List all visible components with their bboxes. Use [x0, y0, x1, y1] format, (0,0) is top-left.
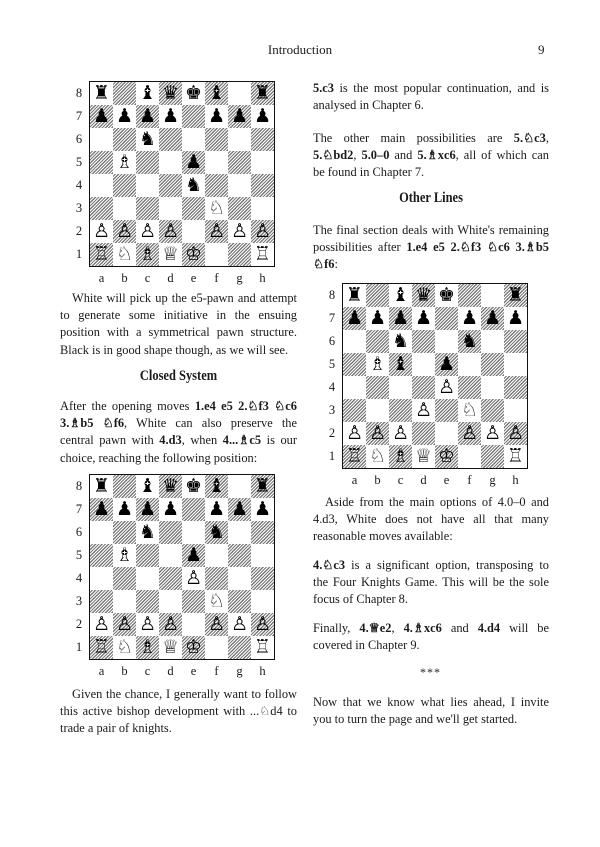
move: 4.♘c3: [313, 558, 346, 572]
black-rook-icon: ♜: [253, 82, 272, 104]
file-label: e: [190, 664, 197, 678]
white-king-icon: ♔: [437, 445, 456, 467]
file-label: g: [236, 664, 243, 678]
move: 4...♗c5: [222, 433, 262, 448]
rank-label: 1: [75, 247, 83, 261]
rank-label: 6: [75, 525, 83, 539]
file-label: f: [214, 271, 219, 285]
rank-label: 5: [328, 357, 336, 371]
heading-other-lines: Other Lines: [399, 190, 463, 206]
white-pawn-icon: ♙: [230, 220, 249, 242]
white-bishop-icon: ♗: [115, 151, 134, 173]
white-pawn-icon: ♙: [92, 613, 111, 635]
white-pawn-icon: ♙: [207, 220, 226, 242]
white-pawn-icon: ♙: [460, 422, 479, 444]
rank-label: 5: [75, 548, 83, 562]
white-rook-icon: ♖: [253, 636, 272, 658]
black-bishop-icon: ♝: [138, 475, 157, 497]
white-pawn-icon: ♙: [506, 422, 525, 444]
move: 5.♗xc6: [417, 148, 456, 163]
white-queen-icon: ♕: [414, 445, 433, 467]
black-pawn-icon: ♟: [138, 105, 157, 127]
rank-label: 6: [75, 132, 83, 146]
black-pawn-icon: ♟: [437, 353, 456, 375]
rank-label: 1: [75, 640, 83, 654]
white-pawn-icon: ♙: [115, 613, 134, 635]
black-knight-icon: ♞: [391, 330, 410, 352]
white-pawn-icon: ♙: [414, 399, 433, 421]
white-bishop-icon: ♗: [138, 636, 157, 658]
black-pawn-icon: ♟: [345, 307, 364, 329]
black-rook-icon: ♜: [506, 284, 525, 306]
file-label: a: [351, 473, 358, 487]
white-pawn-icon: ♙: [92, 220, 111, 242]
black-rook-icon: ♜: [345, 284, 364, 306]
rank-label: 2: [328, 426, 336, 440]
file-label: c: [144, 271, 151, 285]
white-knight-icon: ♘: [115, 243, 134, 265]
black-queen-icon: ♛: [161, 82, 180, 104]
white-knight-icon: ♘: [368, 445, 387, 467]
rank-label: 4: [75, 178, 83, 192]
rank-label: 6: [328, 334, 336, 348]
text: ,: [353, 148, 362, 163]
black-knight-icon: ♞: [138, 128, 157, 150]
black-pawn-icon: ♟: [483, 307, 502, 329]
rank-label: 2: [75, 224, 83, 238]
section-separator: ***: [420, 665, 441, 679]
text: , when: [181, 433, 223, 448]
rank-label: 3: [75, 201, 83, 215]
right-paragraph-5: [313, 557, 549, 609]
black-pawn-icon: ♟: [161, 498, 180, 520]
text: After the opening moves: [60, 399, 195, 413]
text: is the most popular continuation, and is analysed in Chapter 6.: [313, 81, 549, 113]
white-king-icon: ♔: [184, 636, 203, 658]
text: , White can also preserve the central pawn with: [60, 416, 297, 448]
right-paragraph-3: [313, 222, 549, 274]
move: 4.♗xc6: [403, 621, 442, 635]
right-paragraph-7: [313, 694, 549, 728]
text: and: [389, 148, 418, 163]
white-pawn-icon: ♙: [253, 613, 272, 635]
text: will be covered in Chapter 9.: [313, 621, 550, 653]
white-queen-icon: ♕: [161, 636, 180, 658]
move-sequence: 1.e4 e5 2.♘f3 ♘c6 3.♗b5 ♘f6: [60, 399, 297, 431]
black-pawn-icon: ♟: [460, 307, 479, 329]
file-label: b: [121, 664, 128, 678]
black-pawn-icon: ♟: [414, 307, 433, 329]
white-bishop-icon: ♗: [115, 544, 134, 566]
rank-label: 5: [75, 155, 83, 169]
file-label: h: [259, 271, 266, 285]
file-label: c: [397, 473, 404, 487]
heading-closed-system: Closed System: [139, 368, 218, 384]
black-king-icon: ♚: [437, 284, 456, 306]
black-pawn-icon: ♟: [115, 498, 134, 520]
black-pawn-icon: ♟: [368, 307, 387, 329]
rank-label: 7: [75, 109, 83, 123]
text: is our choice, reaching the following position:: [60, 433, 297, 465]
white-pawn-icon: ♙: [253, 220, 272, 242]
white-rook-icon: ♖: [253, 243, 272, 265]
white-knight-icon: ♘: [207, 197, 226, 219]
file-label: d: [420, 473, 427, 487]
white-bishop-icon: ♗: [391, 445, 410, 467]
white-pawn-icon: ♙: [391, 422, 410, 444]
file-label: d: [167, 664, 174, 678]
black-queen-icon: ♛: [161, 475, 180, 497]
black-pawn-icon: ♟: [184, 544, 203, 566]
text: ,: [391, 621, 404, 635]
file-label: g: [489, 473, 496, 487]
paragraph-text: Now that we know what lies ahead, I invite you to turn the page and we'll get started.: [313, 695, 549, 727]
text: is a significant option, transposing to the Four Knights Game. This will be the sole focus of Chapter 8.: [313, 558, 549, 607]
white-knight-icon: ♘: [460, 399, 479, 421]
paragraph-text: Given the chance, I generally want to follow this active bishop development with ...♘d4 to trade a pair of knights.: [60, 687, 297, 736]
white-pawn-icon: ♙: [138, 220, 157, 242]
black-knight-icon: ♞: [460, 330, 479, 352]
page-number: 9: [538, 42, 545, 57]
black-pawn-icon: ♟: [506, 307, 525, 329]
white-rook-icon: ♖: [506, 445, 525, 467]
white-pawn-icon: ♙: [368, 422, 387, 444]
black-pawn-icon: ♟: [138, 498, 157, 520]
left-paragraph-1: [60, 290, 297, 359]
left-paragraph-2: [60, 398, 297, 467]
file-label: a: [98, 271, 105, 285]
black-pawn-icon: ♟: [230, 105, 249, 127]
white-pawn-icon: ♙: [161, 220, 180, 242]
rank-label: 7: [328, 311, 336, 325]
black-pawn-icon: ♟: [207, 498, 226, 520]
white-knight-icon: ♘: [115, 636, 134, 658]
file-label: a: [98, 664, 105, 678]
black-pawn-icon: ♟: [391, 307, 410, 329]
white-rook-icon: ♖: [92, 243, 111, 265]
text: and: [441, 621, 478, 635]
right-paragraph-2: [313, 130, 549, 182]
running-header-title: Introduction: [267, 42, 333, 57]
white-pawn-icon: ♙: [230, 613, 249, 635]
text: , all of which can be found in Chapter 7.: [313, 148, 549, 180]
black-knight-icon: ♞: [207, 521, 226, 543]
black-bishop-icon: ♝: [391, 353, 410, 375]
white-pawn-icon: ♙: [483, 422, 502, 444]
white-pawn-icon: ♙: [207, 613, 226, 635]
rank-label: 3: [328, 403, 336, 417]
file-label: f: [214, 664, 219, 678]
rank-label: 8: [75, 86, 83, 100]
text: :: [334, 257, 338, 272]
move: 5.♘bd2: [313, 148, 354, 163]
rank-label: 7: [75, 502, 83, 516]
left-paragraph-3: [60, 686, 297, 738]
black-bishop-icon: ♝: [207, 82, 226, 104]
black-pawn-icon: ♟: [253, 105, 272, 127]
text: Finally,: [313, 621, 360, 635]
rank-label: 2: [75, 617, 83, 631]
board-frame: [89, 474, 275, 660]
rank-label: 1: [328, 449, 336, 463]
black-king-icon: ♚: [184, 82, 203, 104]
black-knight-icon: ♞: [184, 174, 203, 196]
white-pawn-icon: ♙: [437, 376, 456, 398]
text: The other main possibilities are: [313, 131, 514, 145]
white-queen-icon: ♕: [161, 243, 180, 265]
board-frame: [89, 81, 275, 267]
move-sequence: 1.e4 e5 2.♘f3 ♘c6 3.♗b5 ♘f6: [313, 240, 549, 272]
white-pawn-icon: ♙: [161, 613, 180, 635]
white-pawn-icon: ♙: [184, 567, 203, 589]
black-pawn-icon: ♟: [230, 498, 249, 520]
file-label: c: [144, 664, 151, 678]
file-label: d: [167, 271, 174, 285]
black-bishop-icon: ♝: [207, 475, 226, 497]
right-paragraph-4: [313, 494, 549, 546]
black-pawn-icon: ♟: [92, 498, 111, 520]
white-pawn-icon: ♙: [138, 613, 157, 635]
rank-label: 4: [328, 380, 336, 394]
black-rook-icon: ♜: [253, 475, 272, 497]
black-pawn-icon: ♟: [161, 105, 180, 127]
move: 4.d3: [159, 433, 182, 448]
black-pawn-icon: ♟: [207, 105, 226, 127]
black-knight-icon: ♞: [138, 521, 157, 543]
rank-label: 8: [75, 479, 83, 493]
move: 5.0–0: [361, 148, 390, 163]
black-bishop-icon: ♝: [391, 284, 410, 306]
paragraph-text: Aside from the main options of 4.0–0 and 4.d3, White does not have all that many reasonable moves available:: [313, 495, 549, 544]
move: 5.♘c3: [513, 131, 546, 145]
rank-label: 4: [75, 571, 83, 585]
black-queen-icon: ♛: [414, 284, 433, 306]
move: 5.c3: [313, 81, 334, 95]
white-knight-icon: ♘: [207, 590, 226, 612]
file-label: e: [190, 271, 197, 285]
move: 4.d4: [477, 621, 501, 635]
white-pawn-icon: ♙: [345, 422, 364, 444]
file-label: b: [374, 473, 381, 487]
rank-label: 3: [75, 594, 83, 608]
white-bishop-icon: ♗: [138, 243, 157, 265]
text: The final section deals with White's remaining possibilities after: [313, 223, 549, 255]
board-frame: [342, 283, 528, 469]
right-paragraph-1: [313, 80, 549, 114]
black-bishop-icon: ♝: [138, 82, 157, 104]
black-king-icon: ♚: [184, 475, 203, 497]
rank-label: 8: [328, 288, 336, 302]
paragraph-text: White will pick up the e5-pawn and attempt to generate some initiative in the ensuing position with a symmetrical pawn structure. Black is in good shape though, as we will see.: [60, 291, 297, 357]
file-label: h: [259, 664, 266, 678]
white-bishop-icon: ♗: [368, 353, 387, 375]
black-rook-icon: ♜: [92, 475, 111, 497]
white-rook-icon: ♖: [345, 445, 364, 467]
white-king-icon: ♔: [184, 243, 203, 265]
file-label: b: [121, 271, 128, 285]
text: ,: [545, 131, 549, 145]
right-paragraph-6: [313, 620, 549, 654]
move: 4.♕e2: [359, 621, 392, 635]
black-pawn-icon: ♟: [184, 151, 203, 173]
black-rook-icon: ♜: [92, 82, 111, 104]
white-rook-icon: ♖: [92, 636, 111, 658]
black-pawn-icon: ♟: [253, 498, 272, 520]
black-pawn-icon: ♟: [92, 105, 111, 127]
black-pawn-icon: ♟: [115, 105, 134, 127]
file-label: e: [443, 473, 450, 487]
file-label: f: [467, 473, 472, 487]
white-pawn-icon: ♙: [115, 220, 134, 242]
file-label: h: [512, 473, 519, 487]
file-label: g: [236, 271, 243, 285]
